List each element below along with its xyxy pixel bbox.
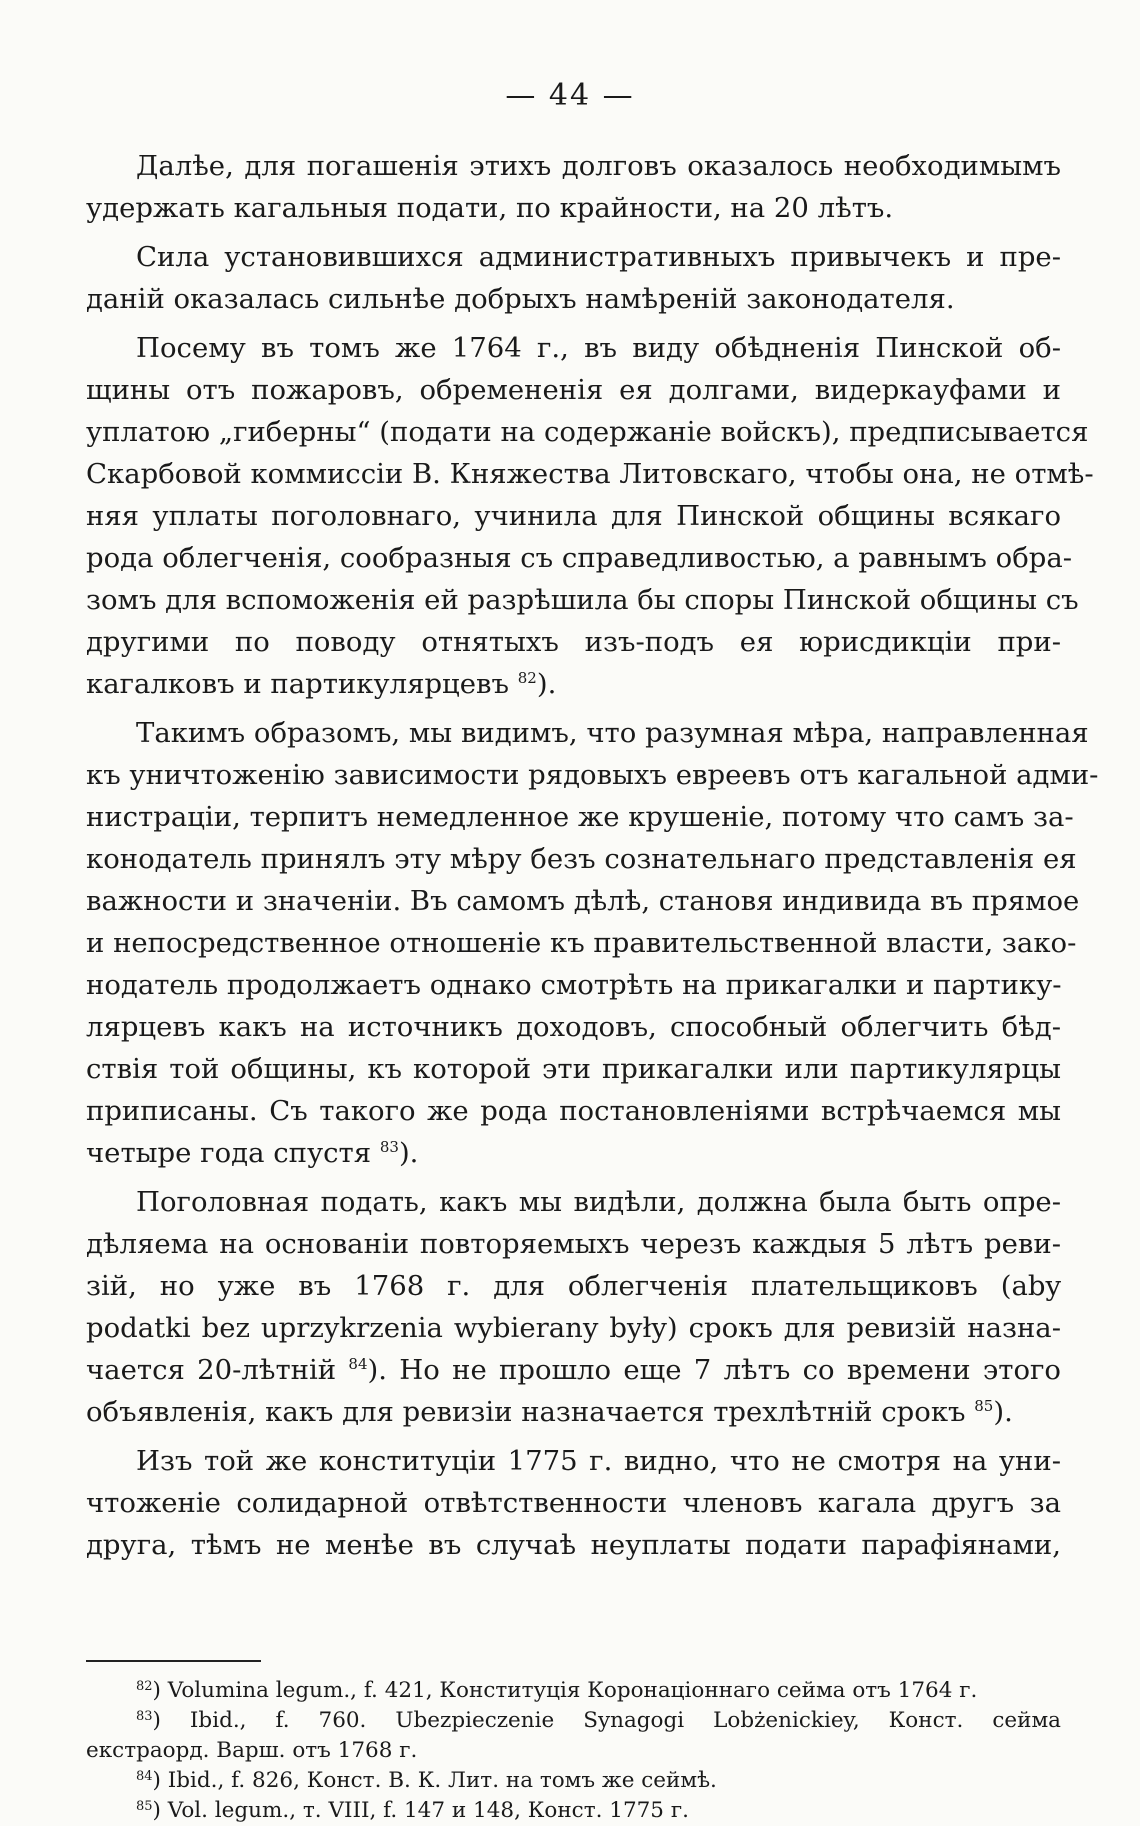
footnote-number: 84 <box>136 1769 153 1784</box>
text-line: щины отъ пожаровъ, обремененія ея долгами, видеркауфами и <box>86 374 1061 406</box>
text-line: рода облегченія, сообразныя съ справедливостью, а равнымъ обра- <box>86 542 1073 574</box>
footnote: $^{85}$) Vol. legum., т. VIII, f. 147 и 148, Конст. 1775 г. <box>136 1798 689 1823</box>
text-line: кагалковъ и партикулярцевъ $^{82}$). <box>86 668 557 700</box>
text-line: дѣляема на основаніи повторяемыхъ черезъ каждыя 5 лѣтъ реви- <box>86 1228 1061 1260</box>
footnote-continuation: екстраорд. Варш. отъ 1768 г. <box>86 1738 418 1763</box>
text-line: удержать кагальныя подати, по крайности, на 20 лѣтъ. <box>86 192 894 224</box>
footnote-number: 85 <box>136 1799 153 1814</box>
text-line: важности и значеніи. Въ самомъ дѣлѣ, становя индивида въ прямое <box>86 885 1080 917</box>
text-line: нистраціи, терпитъ немедленное же крушеніе, потому что самъ за- <box>86 801 1074 833</box>
text-line: Сила установившихся административныхъ привычекъ и пре- <box>136 241 1061 273</box>
text-line: къ уничтоженію зависимости рядовыхъ евреевъ отъ кагальной адми- <box>86 759 1099 791</box>
text-line: уплатою „гиберны“ (подати на содержаніе войскъ), предписывается <box>86 416 1089 448</box>
text-line: конодатель принялъ эту мѣру безъ сознательнаго представленія ея <box>86 843 1077 875</box>
footnotes <box>86 1676 1061 1826</box>
footnote-ref[interactable]: 84 <box>348 1355 368 1373</box>
footnote-ref[interactable]: 85 <box>974 1397 994 1415</box>
text-line: лярцевъ какъ на источникъ доходовъ, способный облегчить бѣд- <box>86 1011 1061 1043</box>
text-line: объявленія, какъ для ревизіи назначается трехлѣтній срокъ $^{85}$). <box>86 1396 1013 1428</box>
text-line: зій, но уже въ 1768 г. для облегченія плательщиковъ (aby <box>86 1270 1061 1302</box>
text-line: и непосредственное отношеніе къ правительственной власти, зако- <box>86 927 1077 959</box>
footnote-number: 82 <box>136 1679 153 1694</box>
footnote-ref[interactable]: 83 <box>379 1138 399 1156</box>
text-line: Изъ той же конституціи 1775 г. видно, что не смотря на уни- <box>136 1445 1061 1477</box>
text-line: няя уплаты поголовнаго, учинила для Пинской общины всякаго <box>86 500 1061 532</box>
text-line: Скарбовой коммиссіи В. Княжества Литовскаго, чтобы она, не отмѣ- <box>86 458 1094 490</box>
body-text <box>86 145 1099 1566</box>
text-line: podatki bez uprzykrzenia wybierany były) срокъ для ревизій назна- <box>86 1312 1061 1344</box>
text-line: нодатель продолжаетъ однако смотрѣть на прикагалки и партику- <box>86 969 1062 1001</box>
footnote-ref[interactable]: 82 <box>517 669 537 687</box>
footnote-number: 83 <box>136 1709 153 1724</box>
text-line: другими по поводу отнятыхъ изъ-подъ ея юрисдикціи при- <box>86 626 1061 658</box>
footnote: $^{83}$) Ibid., f. 760. Ubezpieczenie Synagogi Lobżenickiey, Конст. сейма <box>136 1708 1061 1733</box>
text-line: зомъ для вспоможенія ей разрѣшила бы споры Пинской общины съ <box>86 584 1079 616</box>
text-line: даній оказалась сильнѣе добрыхъ намѣреній законодателя. <box>86 283 955 315</box>
footnote: $^{82}$) Volumina legum., f. 421, Конституція Коронаціоннаго сейма отъ 1764 г. <box>136 1678 978 1703</box>
text-line: чается 20-лѣтній $^{84}$). Но не прошло еще 7 лѣтъ со времени этого <box>86 1354 1061 1386</box>
text-line: чтоженіе солидарной отвѣтственности членовъ кагала другъ за <box>86 1487 1061 1519</box>
text-line: Посему въ томъ же 1764 г., въ виду обѣдненія Пинской об- <box>136 332 1061 364</box>
footnote: $^{84}$) Ibid., f. 826, Конст. В. К. Лит. на томъ же сеймѣ. <box>136 1768 717 1793</box>
text-line: Такимъ образомъ, мы видимъ, что разумная мѣра, направленная <box>136 717 1089 749</box>
text-line: Далѣе, для погашенія этихъ долговъ оказалось необходимымъ <box>136 150 1061 182</box>
text-line: приписаны. Съ такого же рода постановленіями встрѣчаемся мы <box>86 1095 1061 1127</box>
page-number: — 44 — <box>505 78 635 113</box>
text-line: четыре года спустя $^{83}$). <box>86 1137 419 1169</box>
text-line: ствія той общины, къ которой эти прикагалки или партикулярцы <box>86 1053 1061 1085</box>
text-line: друга, тѣмъ не менѣе въ случаѣ неуплаты подати парафіянами, <box>86 1529 1061 1561</box>
footnote-divider <box>86 1660 261 1662</box>
text-line: Поголовная подать, какъ мы видѣли, должна была быть опре- <box>136 1186 1061 1218</box>
